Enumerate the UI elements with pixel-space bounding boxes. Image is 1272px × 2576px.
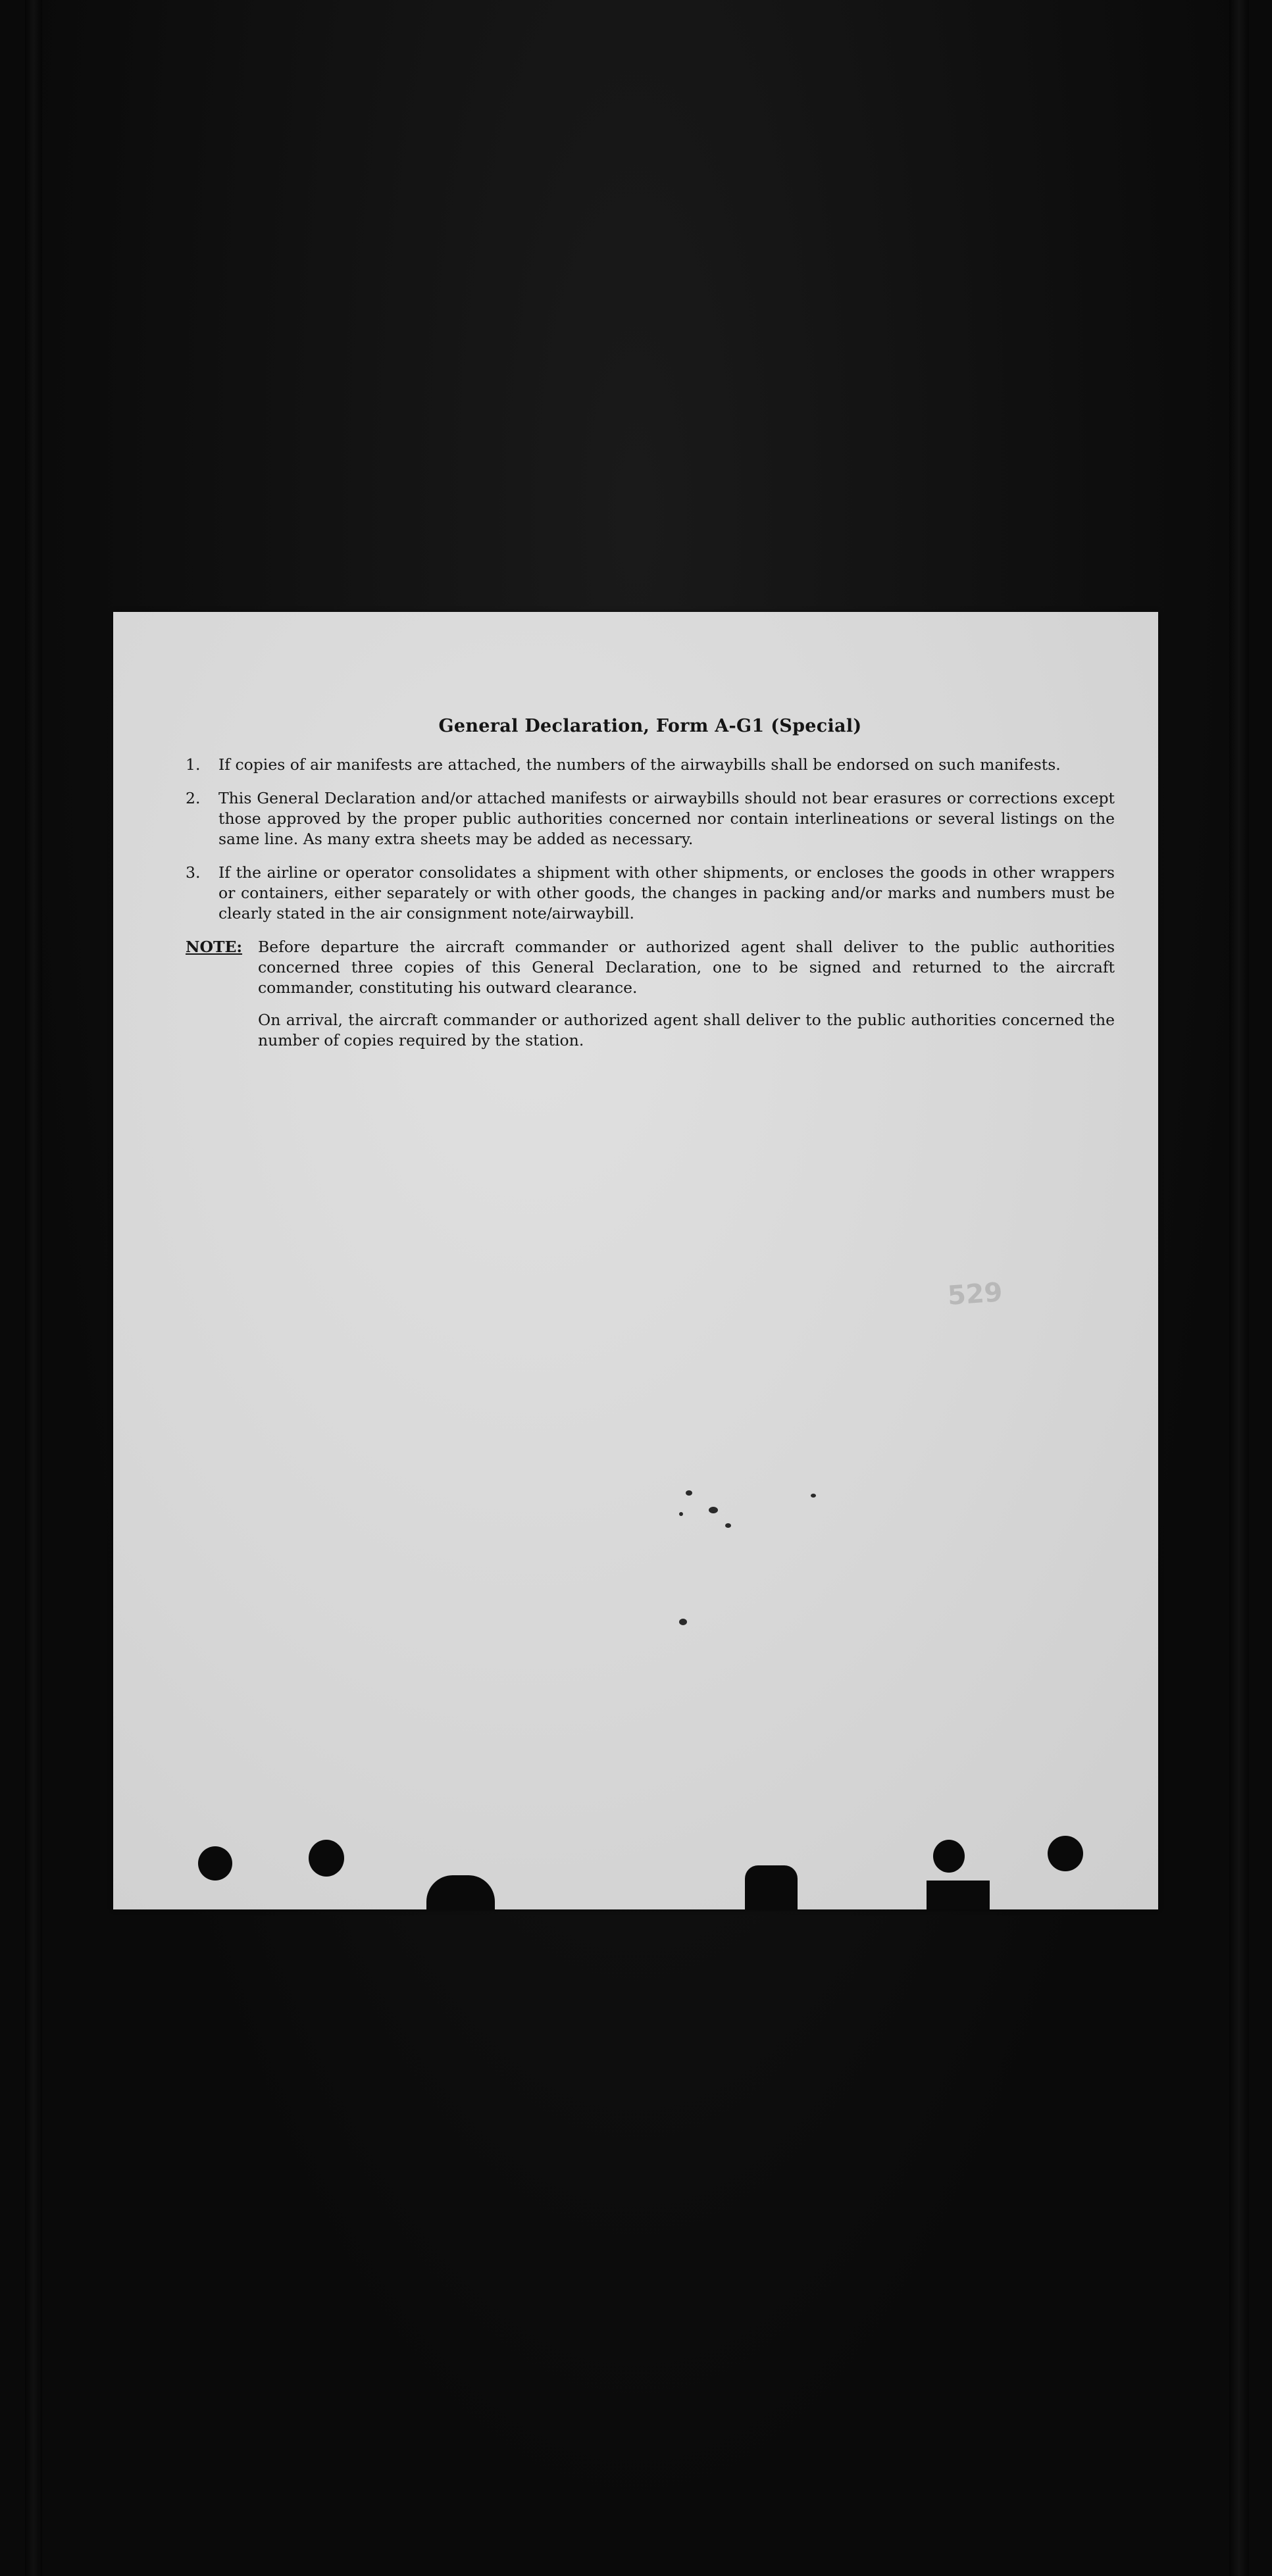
torn-edge [745, 1865, 798, 1909]
scan-speck [686, 1490, 692, 1496]
form-title: General Declaration, Form A-G1 (Special) [438, 716, 862, 736]
instruction-item [186, 755, 1115, 775]
scan-speck [679, 1619, 687, 1625]
film-edge-right [1229, 0, 1249, 2576]
note-label: NOTE: [186, 938, 243, 956]
document-content [186, 716, 1115, 1063]
punch-hole [198, 1846, 232, 1881]
note-body [258, 937, 1115, 1063]
punch-hole [309, 1840, 344, 1877]
item-number: 1. [186, 755, 201, 774]
note-section [186, 937, 1115, 1063]
scan-speck [709, 1507, 718, 1513]
scan-speck [725, 1523, 731, 1528]
item-number: 3. [186, 863, 201, 882]
item-text: This General Declaration and/or attached manifests or airwaybills should not bear erasures or corrections except those approved by the proper public authorities concerned nor contain interlineations or several listings on the same line. As many extra sheets may be added as necessary. [218, 789, 1115, 848]
scan-speck [811, 1494, 816, 1498]
torn-edge [927, 1881, 990, 1909]
instruction-item [186, 863, 1115, 924]
note-paragraph: On arrival, the aircraft commander or authorized agent shall deliver to the public authorities concerned the number of copies required by the station. [258, 1011, 1115, 1049]
punch-hole [1048, 1836, 1083, 1871]
item-text: If the airline or operator consolidates a shipment with other shipments, or encloses the goods in other wrappers or containers, either separately or with other goods, the changes in packing and/or marks and numbers must be clearly stated in the air consignment note/airwaybill. [218, 863, 1115, 922]
note-paragraph: Before departure the aircraft commander or authorized agent shall deliver to the public authorities concerned three copies of this General Declaration, one to be signed and returned to the aircraft commander, constituting his outward clearance. [258, 938, 1115, 997]
torn-edge [426, 1875, 495, 1909]
item-number: 2. [186, 789, 201, 807]
faded-stamp: 529 [946, 1277, 1004, 1311]
instruction-item [186, 788, 1115, 849]
item-text: If copies of air manifests are attached, the numbers of the airwaybills shall be endorsed on such manifests. [218, 755, 1061, 774]
document-page [113, 612, 1158, 1909]
film-edge-left [25, 0, 42, 2576]
punch-hole [933, 1840, 965, 1873]
scan-speck [679, 1512, 683, 1516]
